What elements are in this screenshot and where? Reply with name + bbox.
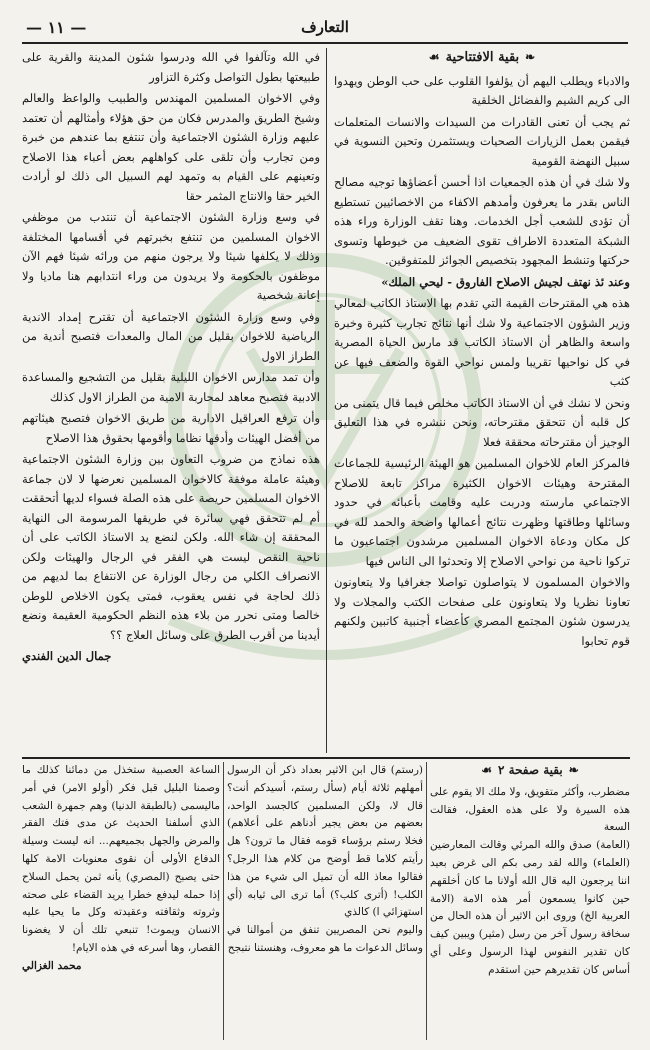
paragraph: فالمركز العام للاخوان المسلمين هو الهيئة الرئيسية للجماعات المقترحة وهيئات الاخوان الكثيرة مراكز تابعة للاصلاح الاجتماعي مارسته ودربت عليه وقامت بأعبائه في حدود وسائلها وطاقتها وظهرت نتائج أعمالها واضحة والحمد لله في كل مكان ودعاة الاخوان المسلمين مرشدون اجتماعيون ما تركوا ناحية من نواحي الاصلاح إلا وتحدثوا الى الناس فيها bbox=[334, 456, 630, 568]
editorial-continuation-column bbox=[334, 48, 630, 748]
paragraph: وأن تمد مدارس الاخوان الليلية بقليل من التشجيع والمساعدة الادبية فتصبح معاهد لمحاربة الامية من الطراز الاول كذلك bbox=[22, 370, 320, 404]
section-divider bbox=[22, 757, 630, 759]
paragraph: هذه هي المقترحات القيمة التي تقدم بها الاستاذ الكاتب لمعالي وزير الشؤون الاجتماعية ولا شك أنها نتائج تجارب كثيرة وخبرة واسعة والظاهر أن الاستاذ الكاتب قد مارس الحياة المصرية في كل نواحيها تقريبا ولمس نواحي القوة والضعف فيها عن كثب bbox=[334, 296, 630, 388]
author-signature: محمد الغزالي bbox=[22, 959, 82, 972]
paragraph: وفي وسع وزارة الشئون الاجتماعية أن تقترح إمداد الاندية الرياضية للاخوان بقليل من المال والمعدات فتصبح أندية من الطراز الاول bbox=[22, 309, 320, 363]
paragraph: مضطرب، وأكثر متقويق، ولا ملك الا يقوم على هذه السيرة ولا على هذه العقول، فقالت السعة bbox=[430, 785, 630, 834]
section-heading bbox=[334, 48, 630, 68]
paragraph: في وسع وزارة الشئون الاجتماعية أن تنتدب من موظفي الاخوان المسلمين من تنتفع بخبرتهم في أقسامها المختلفة وذلك لا يكلفها شيئا ولا يرجون منهم من ورائه شيئا فهم الآن موظفون بالحكومة ولا يريدون من وراء انتدابهم هنا ماديا ولا إعانة شخصية bbox=[22, 210, 320, 302]
ornament-icon: ❧ bbox=[568, 763, 579, 777]
ornament-icon: ☙ bbox=[428, 50, 440, 64]
column-divider bbox=[426, 762, 427, 1040]
paragraph: الساعة العصبية ستخذل من دمائنا كذلك ما وصمنا البليل قبل فكر (أولو الامر) في أمر ماليسمى (بالطبقة الدنيا) وهم جمهرة الشعب الذي أسلفنا الحديث عن مدى فتك الفقر والمرض والجهل بجميعهم... انه ليست وسيلة الدفاع الأولى أن نقوى معنويات الامة كلها حتى يصبح (المصري) يأنه ثمن يحمل السلاح إذا حمله ليدفع خطرا يريد القضاء على صحته وثروته وثقافته وعقيدته وكل ما يحيا عليه الانسان ويموت! تنبعي تلك أن لا يغضونا القصار، وها أسرعه في هذه الايام! bbox=[22, 764, 220, 954]
ornament-icon: ❧ bbox=[525, 50, 536, 64]
column-divider bbox=[223, 762, 224, 1040]
paragraph: واليوم نحن المصريين تنفق من أموالنا في وسائل الدعوات ما هو معروف، وهنستنا نتبجح bbox=[227, 924, 423, 954]
paragraph: ولا شك في أن هذه الجمعيات اذا أحسن أعضاؤها توجيه مصالح الناس بقدر ما يعرفون وأمدهم الاكفاء من الاخصائيين تستطيع أن تؤدى للشعب أجل الخدمات. وهنا تقف الوزارة وراء هذه الشبكة المتعددة الاطراف تقوى الضعيف من خيوطها وتسوى حركتها وتنشط المجهود بتخصيص الجوائز للمتفوقين. bbox=[334, 175, 630, 267]
section-title: بقية صفحة ٢ bbox=[498, 763, 563, 777]
paragraph: وفي الاخوان المسلمين المهندس والطبيب والواعظ والعالم وشيخ الطريق والمدرس فكان من حق هؤلاء وأمثالهم أن تعتمد عليهم وزارة الشئون الاجتماعية وأن تنتفع بما عندهم من خبرة ومن تجارب وأن تلقى على كواهلهم بعض أعباء هذا الاصلاح وتعينهم على القيام به وتمهد لهم السبيل الى ذلك لو أرادت الخير حقا والانتاج المثمر حقا bbox=[22, 91, 320, 203]
continuation-column-3 bbox=[22, 762, 220, 1040]
continuation-section bbox=[22, 762, 630, 1040]
editorial-left-column bbox=[22, 48, 320, 753]
page-header bbox=[22, 12, 628, 44]
publication-title: التعارف bbox=[301, 18, 349, 36]
paragraph: (العامة) صدق والله المرئي وقالت المعارضين (العلماء) والله لقد رمى بكم الى غرض بعيد اننا يرجعون اليه قال الله أولانا ما كان أخلقهم حين كانوا يسمعون أمر هذه الامة (الامة العربية الخ) وروى ابن الاثير أن هذه الحال من سخافة رسول آخر من رسل (مثير) ويبين كيف كان تقدير النفوس لهذا الرسول وعلى أي أساس كان تقديرهم حين استقدم bbox=[430, 839, 630, 976]
page-number: — ١١ — bbox=[26, 17, 87, 37]
paragraph: وأن ترفع العراقيل الادارية من طريق الاخوان فتصبح هيئاتهم من أفضل الهيئات وأدقها نظاما وأقومها بحقوق هذا الاصلاح bbox=[22, 411, 320, 445]
continuation-column-2 bbox=[227, 762, 423, 1040]
paragraph: (رستم) قال ابن الاثير بعداد ذكر أن الرسول أمهلهم ثلاثة أيام (سأل رستم، أسيدكم أنت؟ قال لا، ولكن المسلمين كالجسد الواحد، بعضهم من بعض يجير أدناهم على أعلاهم) فخلا رستم برؤساء قومه فقال ما ترون؟ هل رأيتم كلاما قط أوضح من كلام هذا الرجل؟ فقالوا معاذ الله أن تميل الى شيء من هذا الكلب! (أترى كلب؟) أما ترى الى ثيابه (أي استهزائي ا) كالذي bbox=[227, 764, 423, 919]
column-divider bbox=[326, 48, 327, 753]
ornament-icon: ☙ bbox=[481, 763, 492, 777]
paragraph: ونحن لا نشك في أن الاستاذ الكاتب مخلص فيما قال يتمنى من كل قلبه أن تتحقق مقترحاته، ونحن ننشره في هذا التعليق الوجيز أن مقترحاته محققة فعلا bbox=[334, 395, 630, 449]
paragraph: ثم يجب أن تعنى القادرات من السيدات والانسات المتعلمات فيقمن بعمل الزيارات الصحيات ويستثمرن وتحين النسوية في سبيل النهضة القومية bbox=[334, 114, 630, 168]
paragraph: في الله وتآلفوا في الله ودرسوا شئون المدينة والقرية على طبيعتها بطول التواصل وكثرة التزاور bbox=[22, 50, 320, 84]
author-signature: جمال الدين الفندي bbox=[22, 649, 112, 663]
section-title: بقية الافتتاحية bbox=[445, 50, 520, 65]
paragraph: هذه نماذج من ضروب التعاون بين وزارة الشئون الاجتماعية وهيئة عاملة موفقة كالاخوان المسلمين نعرضها لا لان جماعة الاخوان المسلمين حريصة على هذه الصلة فسواء لديها أتحققت أم لم تتحقق فهي سائرة في طريقها المرسومة الى النهاية المحققة إن شاء الله. ولكن لنضع يد الاستاذ الكاتب على أن ناحية النقص ليست هي الفقر في الرجال والهيئات ولكن الانصراف الكلي من رجال الوزارة عن الانتفاع بما لديهم من ذلك لحاجة في نفس يعقوب، فمتى يكون الاخلاص للوطن خالصا ومتى نحرر من بلاء هذه النظم الحكومية العقيمة ونضع أيدينا من أقرب الطرق على وسائل العلاج ؟؟ bbox=[22, 452, 320, 642]
paragraph: وعند ئذ نهتف لجيش الاصلاح الفاروق - ليحي الملك» bbox=[381, 274, 630, 289]
continuation-column-1 bbox=[430, 762, 630, 1040]
paragraph: والادباء ويطلب اليهم أن يؤلفوا القلوب على حب الوطن ويهدوا الى كريم الشيم والفضائل الخلقية bbox=[334, 73, 630, 107]
section-heading bbox=[430, 762, 630, 780]
paragraph: والاخوان المسلمون لا يتواصلون تواصلا جغرافيا ولا يتعاونون تعاونا نظريا ولا يتعاونون على صفحات الكتب والمجلات ولا يدرسون شئون المجتمع المصري كأعضاء أجنبية كاتبين ولكنهم قوم تحابوا bbox=[334, 575, 630, 648]
